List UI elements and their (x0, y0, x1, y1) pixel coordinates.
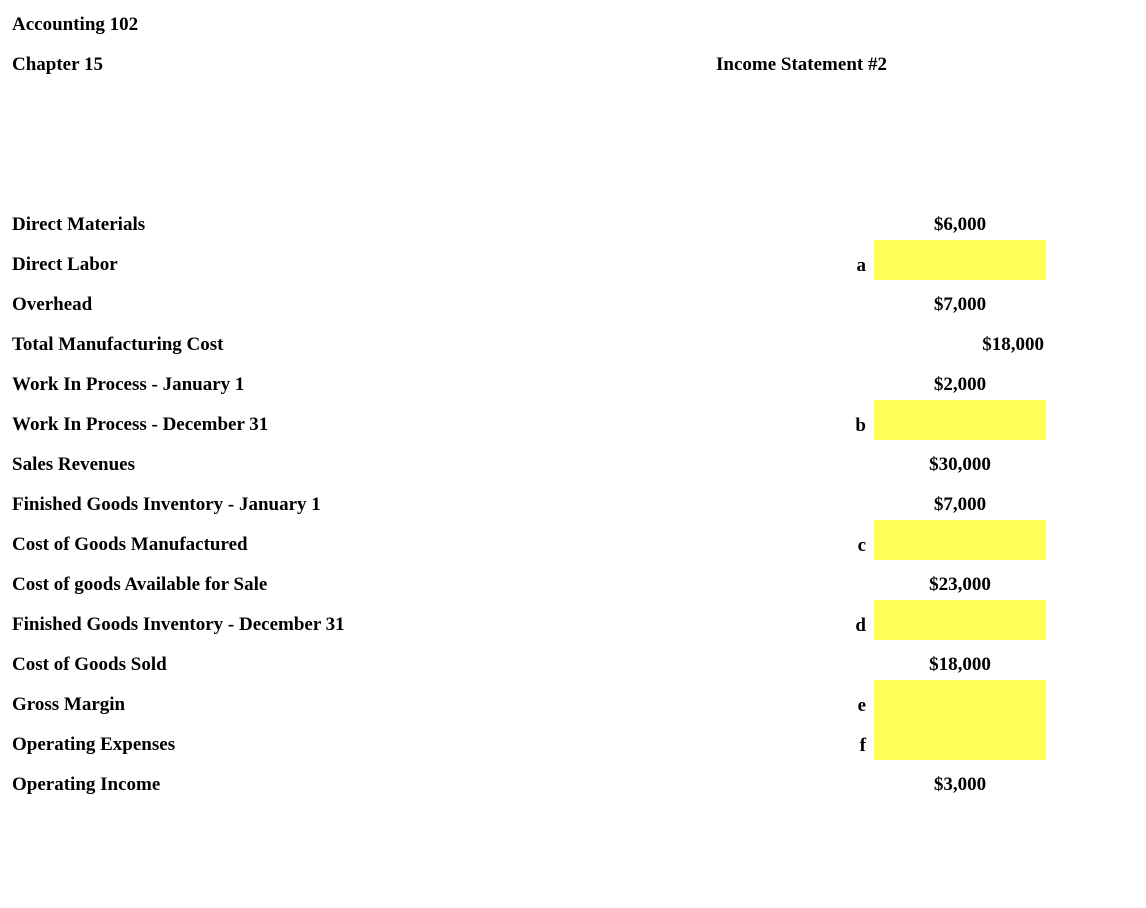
line-item-value: $30,000 (929, 454, 991, 475)
line-item-value: $7,000 (933, 294, 987, 315)
answer-letter: c (857, 535, 866, 556)
statement-row (0, 240, 1146, 280)
line-item-label: Total Manufacturing Cost (12, 334, 224, 355)
line-item-label: Direct Materials (12, 214, 146, 235)
line-item-value: $18,000 (982, 334, 1044, 355)
answer-box-a[interactable] (874, 240, 1046, 280)
line-item-label: Sales Revenues (12, 454, 135, 475)
statement-row (0, 560, 1146, 600)
line-item-label: Cost of Goods Manufactured (12, 534, 248, 555)
statement-row (0, 400, 1146, 440)
line-item-value: $3,000 (933, 774, 987, 795)
statement-row (0, 280, 1146, 320)
line-item-label: Overhead (12, 294, 93, 315)
answer-letter: b (855, 415, 866, 436)
statement-row (0, 320, 1146, 360)
line-item-label: Cost of Goods Sold (12, 654, 167, 675)
chapter-title: Chapter 15 (12, 54, 103, 75)
line-item-value: $23,000 (929, 574, 991, 595)
statement-row (0, 600, 1146, 640)
answer-letter: a (856, 255, 866, 276)
statement-row (0, 480, 1146, 520)
answer-letter: f (859, 735, 866, 756)
answer-box-d[interactable] (874, 600, 1046, 640)
statement-row (0, 760, 1146, 800)
answer-box-f[interactable] (874, 720, 1046, 760)
line-item-label: Work In Process - January 1 (12, 374, 245, 395)
line-item-label: Operating Income (12, 774, 161, 795)
statement-row (0, 520, 1146, 560)
statement-row (0, 200, 1146, 240)
answer-letter: e (857, 695, 866, 716)
line-item-label: Cost of goods Available for Sale (12, 574, 268, 595)
answer-box-e[interactable] (874, 680, 1046, 720)
answer-box-c[interactable] (874, 520, 1046, 560)
line-item-label: Direct Labor (12, 254, 118, 275)
line-item-value: $18,000 (929, 654, 991, 675)
statement-row (0, 720, 1146, 760)
line-item-label: Finished Goods Inventory - December 31 (12, 614, 345, 635)
page-title: Income Statement #2 (716, 54, 887, 75)
line-item-value: $6,000 (933, 214, 987, 235)
statement-row (0, 640, 1146, 680)
line-item-value: $2,000 (933, 374, 987, 395)
line-item-label: Finished Goods Inventory - January 1 (12, 494, 321, 515)
answer-box-b[interactable] (874, 400, 1046, 440)
line-item-label: Work In Process - December 31 (12, 414, 269, 435)
statement-table (0, 200, 1146, 800)
statement-row (0, 440, 1146, 480)
line-item-value: $7,000 (933, 494, 987, 515)
statement-row (0, 680, 1146, 720)
answer-letter: d (855, 615, 866, 636)
statement-row (0, 360, 1146, 400)
course-title: Accounting 102 (12, 14, 139, 35)
line-item-label: Gross Margin (12, 694, 126, 715)
line-item-label: Operating Expenses (12, 734, 176, 755)
